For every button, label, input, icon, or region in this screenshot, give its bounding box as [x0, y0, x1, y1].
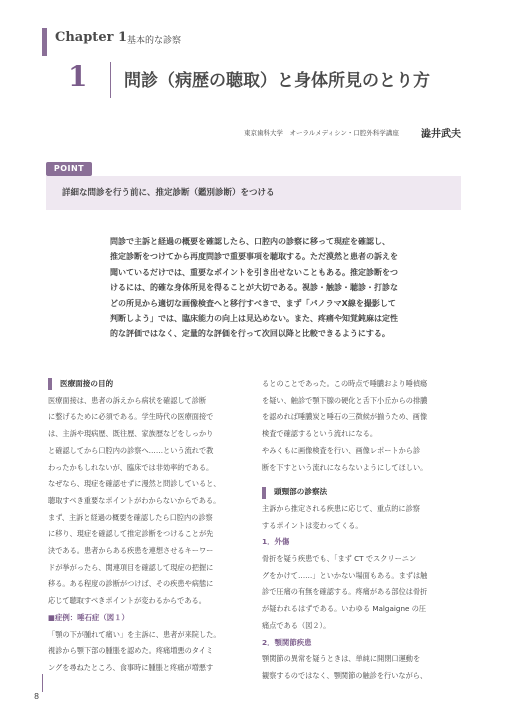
- body-line: 応じて聴取すべきポイントが変わるからである。: [48, 596, 206, 606]
- section-heading-head-neck: 頭頸部の診察法: [262, 484, 450, 501]
- body-line: 決である。患者からある疾患を連想させるキーワー: [48, 546, 214, 556]
- point-text: 詳細な問診を行う前に、推定診断（鑑別診断）をつける: [62, 188, 275, 198]
- body-line: 「顎の下が腫れて痛い」を主訴に、患者が来院した。: [48, 629, 221, 639]
- body-line: は、主訴や現病歴、既往歴、家族歴などをしっかり: [48, 429, 214, 439]
- body-line: 骨折を疑う疾患でも、「まず CT でスクリーニン: [262, 554, 417, 564]
- summary-line: 聞いているだけでは、重要なポイントを引き出せないこともある。推定診断をつ: [110, 267, 398, 277]
- body-line: 痛点である（図２）。: [262, 620, 331, 630]
- heading-marker: [262, 487, 266, 499]
- body-line: に移り、現症を確認して推定診断をつけることが先: [48, 529, 214, 539]
- summary-line: 問診で主訴と経過の概要を確認したら、口腔内の診察に移って現症を確認し、: [110, 237, 390, 246]
- body-line: と確認してから口腔内の診察へ……という流れで教: [48, 445, 214, 455]
- body-line: 診で圧痛の有無を確認する。疼痛がある部位は骨折: [262, 587, 428, 597]
- body-line: なぜなら、現症を確認せずに漫然と問診していると、: [48, 479, 221, 489]
- body-line: グをかけて……」といかない場面もある。まずは触: [262, 570, 428, 580]
- body-line: を認めれば唾膿炭と唾石の三徴候が揃うため、画像: [262, 412, 428, 422]
- author-name: 澁井武夫: [421, 129, 461, 140]
- body-line: 顎関節の異常を疑うときは、単純に開閉口運動を: [262, 654, 421, 664]
- body-line: ドが挙がったら、関連項目を確認して現症の把握に: [48, 562, 214, 572]
- author-affiliation: 東京歯科大学 オーラルメディシン・口腔外科学講座: [244, 129, 399, 137]
- chapter-accent-bar: [42, 28, 47, 56]
- body-line: わったかもしれないが、臨床では非効率的である。: [48, 462, 214, 472]
- summary-line: 推定診断をつけてから再度問診で重要事項を聴取する。ただ漠然と患者の訴えを: [110, 252, 398, 262]
- summary-block: [110, 234, 410, 342]
- body-line: ングを尋ねたところ、食事時に腫脹と疼痛が増悪す: [48, 662, 214, 672]
- subheading-trauma: 1．外傷: [262, 537, 290, 547]
- body-line: 検査で確認するという流れになる。: [262, 429, 378, 439]
- body-line: 医療面接は、患者の訴えから病状を確認して診断: [48, 395, 207, 405]
- chapter-subtitle: 基本的な診察: [127, 36, 182, 46]
- page-number: 8: [34, 692, 40, 701]
- body-line: 観察するのではなく、顎関節の触診を行いながら、: [262, 670, 428, 680]
- body-line: するポイントは変わってくる。: [262, 520, 363, 530]
- body-line: 移る。ある程度の診断がつけば、その疾患や病態に: [48, 579, 214, 589]
- title-number: 1: [68, 60, 88, 93]
- section-heading-interview: 医療面接の目的: [48, 376, 236, 393]
- page-title: 問診（病歴の聴取）と身体所見のとり方: [124, 71, 430, 91]
- left-column: [48, 376, 236, 677]
- body-line: まず、主訴と経過の概要を確認したら口腔内の診察: [48, 512, 213, 522]
- body-line: やみくもに画像検査を行い、画像レポートから診: [262, 445, 421, 455]
- summary-line: 的な評価ではなく、定量的な評価を行って次回以降と比較できるようにする。: [110, 329, 390, 339]
- summary-line: 判断しよう」では、臨床能力の向上は見込めない。また、疼痛や知覚鈍麻は定性: [110, 314, 398, 324]
- body-line: 視診から顎下部の腫脹を認めた。疼痛増悪のタイミ: [48, 646, 214, 656]
- body-line: るとのことであった。この時点で唾膿おより唾偵瘍: [262, 379, 428, 388]
- body-line: 聴取すべき重要なポイントがわからないからである。: [48, 495, 221, 505]
- body-line: 断を下すという流れにならないようにしてほしい。: [262, 462, 428, 472]
- case-heading: ■症例：唾石症（図１）: [48, 612, 129, 622]
- body-line: が疑われるはずである。いわゆる Malgaigne の圧: [262, 604, 427, 614]
- title-divider: [110, 62, 111, 98]
- heading-marker: [48, 378, 52, 390]
- body-line: を疑い、触診で顎下腺の硬化と舌下小丘からの排膿: [262, 395, 428, 405]
- body-line: 主訴から推定される疾患に応じて、重点的に診察: [262, 503, 420, 513]
- point-tag: POINT: [46, 162, 92, 176]
- subheading-tmj: 2．顎関節疾患: [262, 637, 312, 647]
- right-column: [262, 376, 450, 685]
- chapter-label: Chapter 1: [55, 30, 128, 45]
- body-line: に整げるために必須である。学生時代の医療面接で: [48, 412, 214, 422]
- summary-line: けるには、的確な身体所見を得ることが大切である。視診・触診・聴診・打診な: [110, 283, 398, 293]
- page-rule: [42, 674, 43, 692]
- summary-line: どの所見から適切な画像検査へと移行すべきで、まず「パノラマX線を撮影して: [110, 298, 396, 308]
